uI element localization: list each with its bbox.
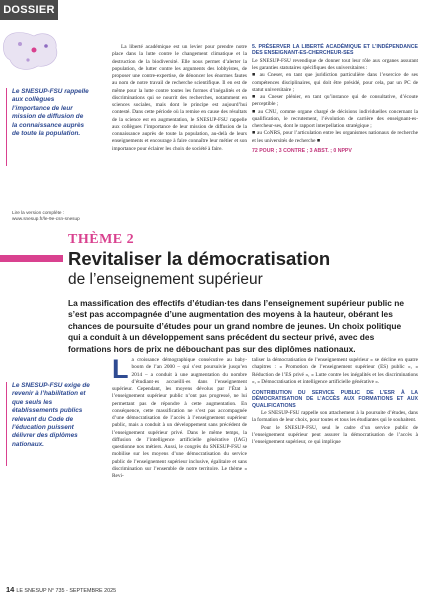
- pullquote-1: Le SNESUP-FSU rappelle aux collègues l’importance de leur mission de diffusion de la connaissance auprès de toute la population.: [12, 88, 89, 138]
- paragraph: Pour le SNESUP-FSU, seul le cadre d’un service public de l’enseignement supérieur peut assurer la démocratisation de l’accès à l’enseignement supérieur, ce qui implique: [252, 424, 418, 446]
- pullquote-rule: [6, 88, 7, 166]
- vote-result: 72 POUR ; 3 CONTRE ; 3 ABST. ; 0 NPPV: [252, 147, 352, 154]
- article-lead: La massification des effectifs d’étudian·tes dans l’enseignement supérieur public ne s’est pas accompagnée d’une augmentation des moyens à la hauteur, obérant les chances de poursuite d’études pour un grand nombre de jeunes. Un choix politique qui a conduit à un développement sans précédent du secteur privé, avec des formations hors de prix ne débouchant pas sur des diplômes nationaux.: [68, 298, 405, 354]
- paragraph: La liberté académique est un levier pour prendre notre place dans la lutte contre le changement climatique et la destruction de la biodiversité. Elle nous permet d’alerter la population, de lutter contre les arguments des lobbyistes, de proposer une contre-expertise, de dénoncer les énormes fautes au nom de notre travail de recherche scientifique. Il en est de même pour la lutte contre toutes les formes d’inégalités et de discriminations qui se nourrit des recherches, notamment en sciences sociales, mais dont le principe est aujourd’hui contesté. Dans cette période où la remise en cause des résultats de la science est en augmentation, le SNESUP-FSU rappelle aux collègues l’importance de leur mission de diffusion de la connaissance auprès de toute la population, au-delà de leurs enseignements et encourage à faire connaître leur métier et son importance pour éclairer les choix de société à faire.: [112, 44, 247, 152]
- full-version-note: [12, 210, 107, 222]
- paragraph-first: [112, 354, 247, 480]
- paragraph: taliser la démocratisation de l’enseignement supérieur » se décline en quatre chapitres : « Promotion de l’enseignement supérieur (ES) public », « Réduction de l’ES privé », « Lutte contre les inégalités et les discriminations », « Démocratisation et intelligence artificielle générative ».: [252, 357, 418, 385]
- theme-label: THÈME 2: [68, 232, 135, 247]
- drop-cap: L: [112, 354, 129, 384]
- pullquote-rule: [6, 382, 7, 466]
- paragraph: Le SNESUP-FSU rappelle son attachement à la poursuite d’études, dans la formation de leur choix, pour toutes et tous les étudiantes qui le souhaitent.: [252, 410, 418, 424]
- bullet-item: ■ au Cneser plénier, en tant qu’instance qui de consultative, d’écoute perceptible ;: [252, 94, 418, 108]
- bullet-item: ■ au CNU, comme organe chargé de décisions individuelles concernant la qualification, le recrutement, l’évolution de carrière des enseignant-es-chercheur-ses, dont le rapport interpellation stratégique ;: [252, 108, 418, 130]
- article-column-right-bottom: [252, 357, 418, 446]
- pullquote-2: Le SNESUP-FSU exige de revenir à l’habilitation et que seuls les établissements publics relevant du Code de l’éducation puissent délivrer des diplômes nationaux.: [12, 382, 90, 448]
- full-version-link[interactable]: www.snesup.fr/le-9e-csn-snesup: [12, 216, 80, 222]
- publication-info: LE SNESUP N° 735 - SEPTEMBRE 2025: [16, 588, 117, 594]
- article-subtitle: de l’enseignement supérieur: [68, 271, 263, 288]
- full-version-label: Lire la version complète :: [12, 210, 65, 215]
- bullet-item: ■ au CoNRS, pour l’articulation entre les organismes nationaux de recherche et les universités de recherche ■: [252, 130, 418, 144]
- article-column-middle-top: [112, 44, 247, 153]
- section-tab: DOSSIER: [0, 0, 58, 20]
- page-number: 14: [6, 585, 15, 594]
- section-heading: CONTRIBUTION DU SERVICE PUBLIC DE L’ESR À LA DÉMOCRATISATION DE L’ACCÈS AUX FORMATIONS ET AUX QUALIFICATIONS: [252, 390, 418, 409]
- paragraph-text: a croissance démographique consécutive au baby-boom de l’an 2000 – qui s’est poursuivie jusqu’en 2014 – a conduit à une augmentation du nombre d’étudiant·es accueilli·es dans l’enseignement supérieur. Cependant, les moyens dévolus par l’État à l’enseignement supérieur public n’ont pas progressé, ne lui permettant pas de répondre à cette augmentation. En conséquence, cette massification ne s’est pas accompagnée d’une démocratisation de l’accès à l’enseignement supérieur public, mais a conduit à un développement sans précédent de l’enseignement supérieur privé. Dans le même temps, la diffusion de l’intelligence artificielle générative (IAG) questionne nos métiers. Aussi, le congrès du SNESUP-FSU se mobilise sur les moyens d’une démocratisation du service public de l’enseignement supérieur inclusive, égalitaire et sans discrimination sur l’ensemble de notre territoire. Le thème « Revi-: [112, 357, 247, 479]
- paragraph: Le SNESUP-FSU revendique de donner tout leur rôle aux organes assurant les garanties statutaires spécifiques des universitaires :: [252, 57, 418, 72]
- decorative-map-graphic: [0, 28, 64, 74]
- article-column-middle-bottom: [112, 354, 247, 480]
- article-title: Revitaliser la démocratisation: [68, 248, 331, 269]
- section-heading: 5. PRÉSERVER LA LIBERTÉ ACADÉMIQUE ET L’INDÉPENDANCE DES ENSEIGNANT-ES-CHERCHEUR-SES: [252, 44, 418, 57]
- page-footer: [6, 585, 116, 594]
- article-column-right-top: [252, 44, 418, 155]
- theme-accent-bar: [0, 255, 63, 262]
- bullet-item: ■ au Cneser, en tant que juridiction particulière dans l’exercice de ses compétences disciplinaires, qui doit être présidé, pour cela, par un PC de statut universitaire ;: [252, 72, 418, 93]
